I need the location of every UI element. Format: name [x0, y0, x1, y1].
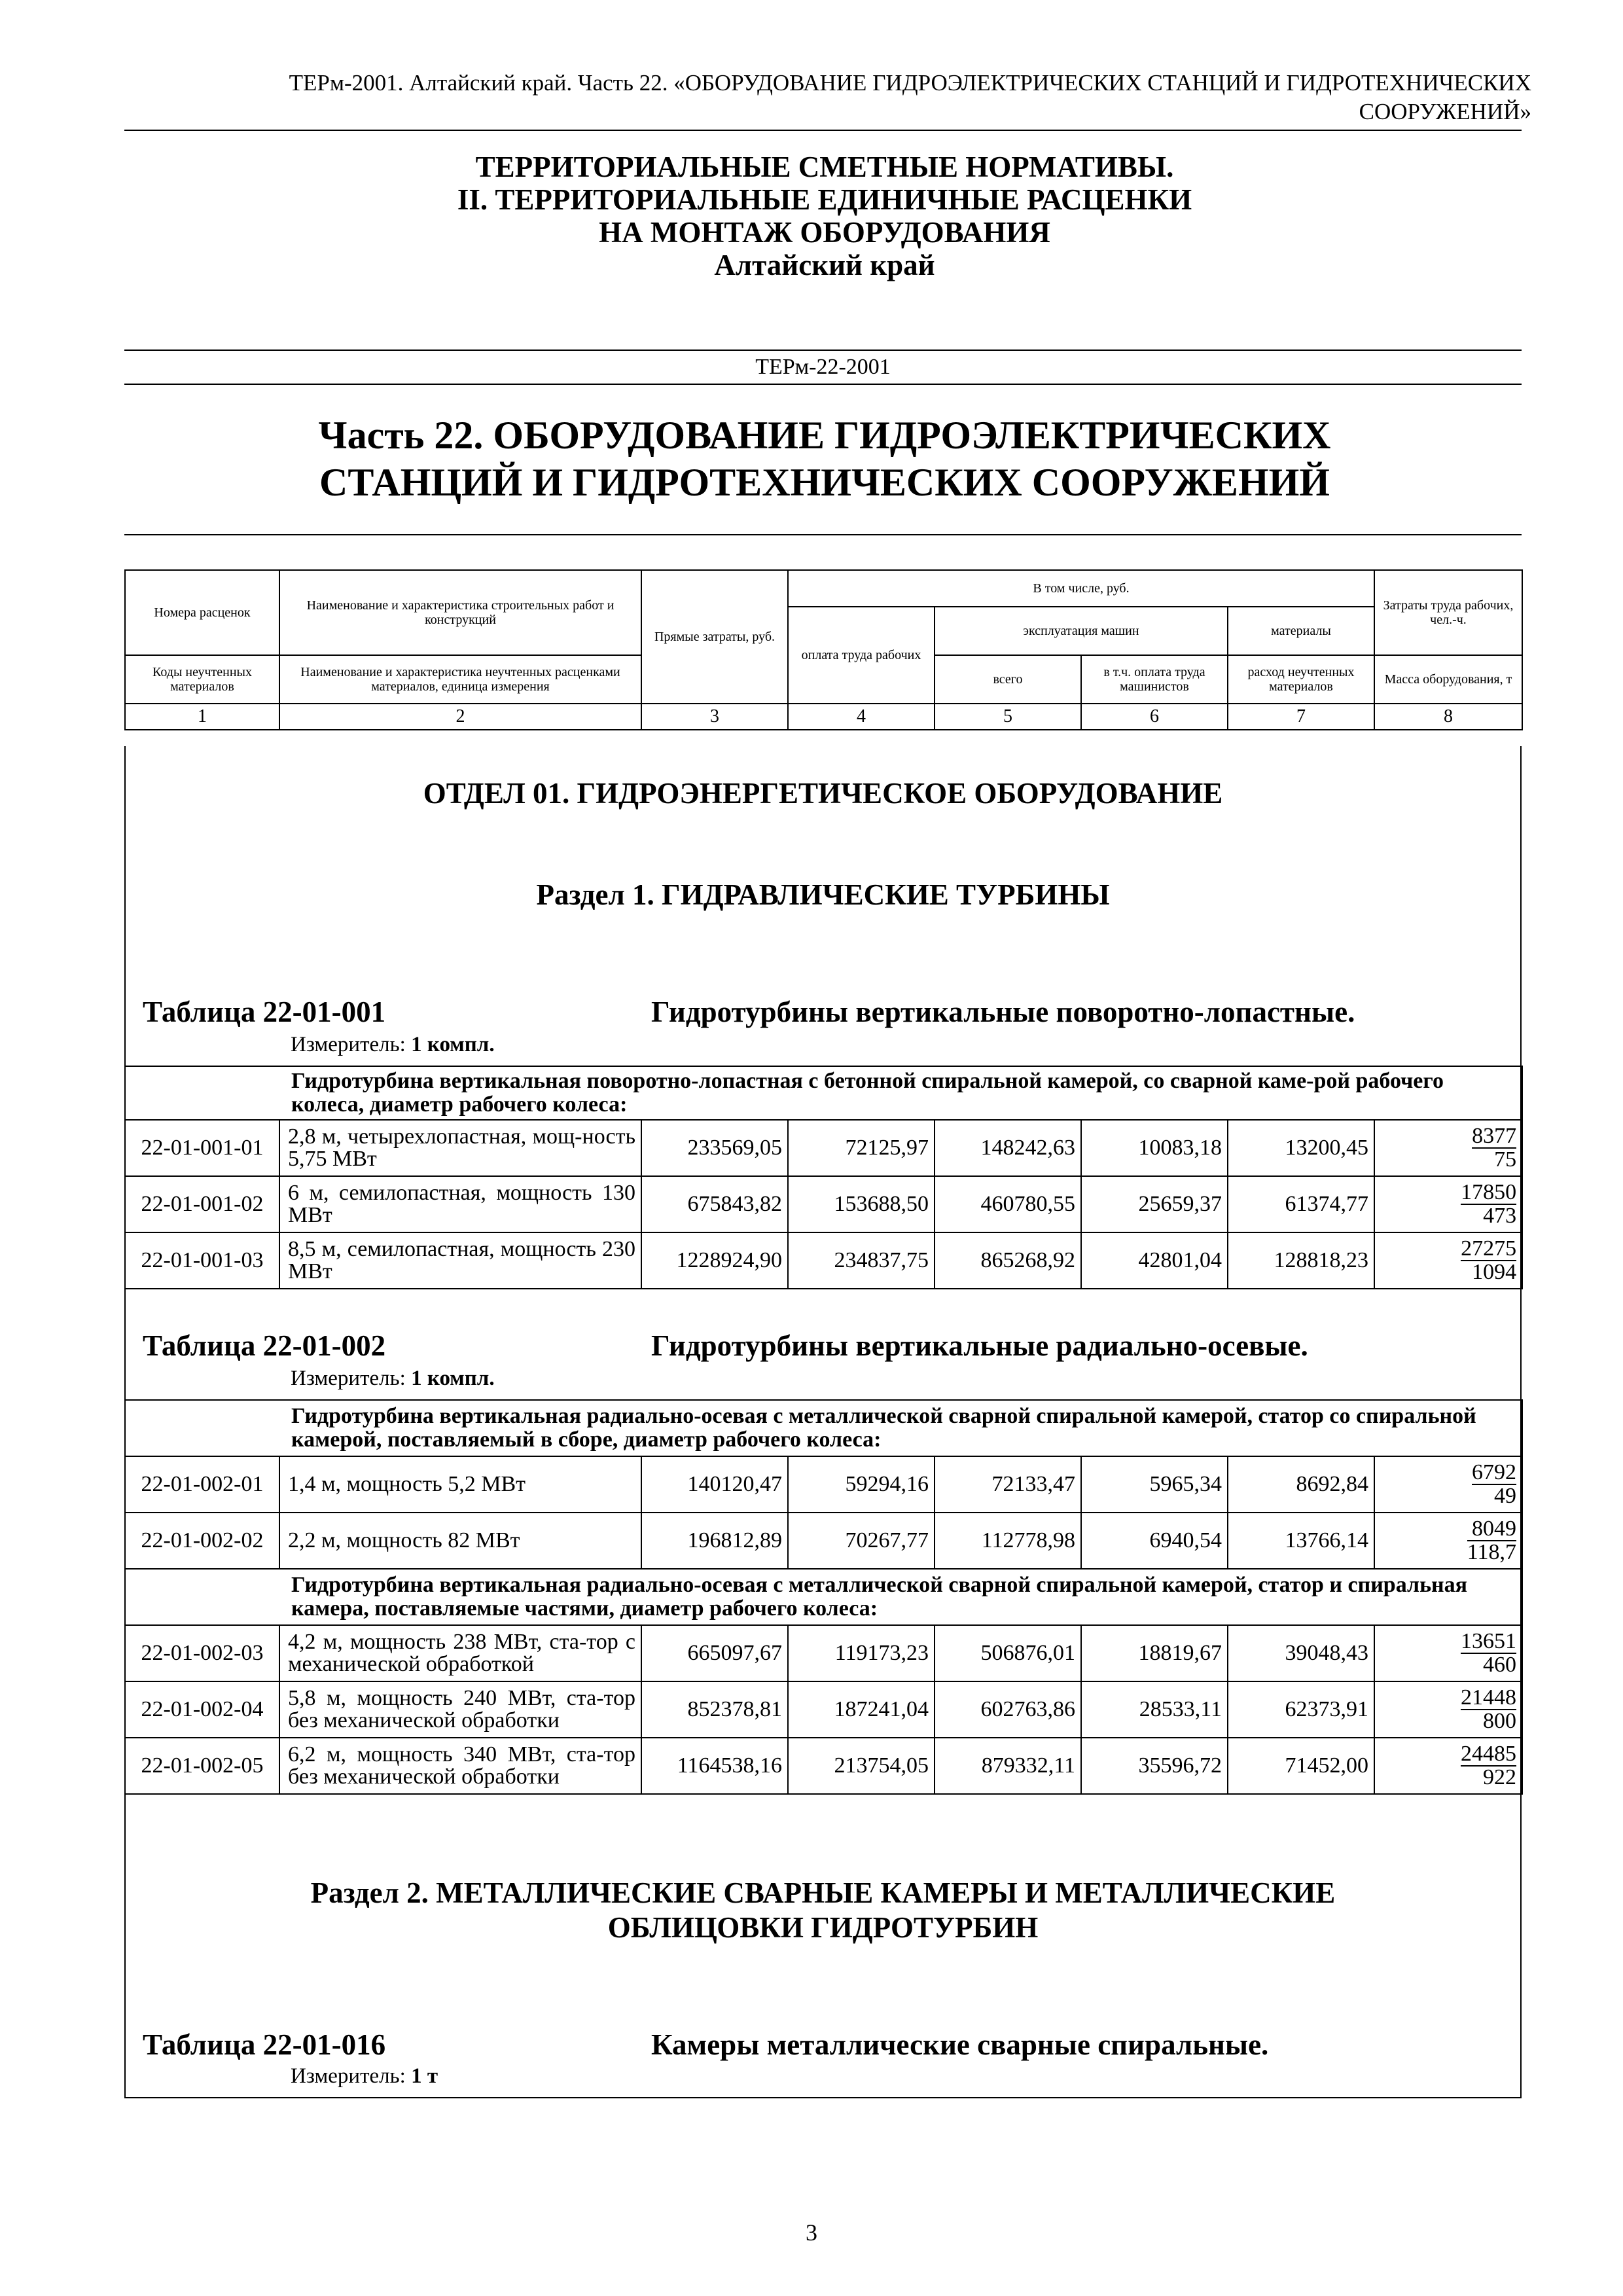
- machinists-pay: 42801,04: [1081, 1232, 1228, 1289]
- col-number-6: 6: [1081, 704, 1228, 730]
- table2-group1-heading: Гидротурбина вертикальная радиально-осевая с металлической сварной спиральной камерой, статор со спиральной камерой, поставляемый в сборе, диаметр рабочего колеса:: [125, 1400, 1522, 1456]
- machinists-pay: 10083,18: [1081, 1120, 1228, 1176]
- labor-hours: 8049: [1467, 1518, 1516, 1541]
- table-row: [125, 1513, 1522, 1569]
- materials: 13766,14: [1228, 1513, 1374, 1569]
- rate-code: 22-01-002-02: [125, 1513, 279, 1569]
- labor-pay: 153688,50: [788, 1176, 935, 1232]
- materials: 71452,00: [1228, 1738, 1374, 1794]
- table-row: [125, 1232, 1522, 1289]
- part-title-line2: СТАНЦИЙ И ГИДРОТЕХНИЧЕСКИХ СООРУЖЕНИЙ: [319, 461, 1330, 504]
- col-number-4: 4: [788, 704, 935, 730]
- table2-rows: [124, 1399, 1523, 1795]
- direct-costs: 1228924,90: [641, 1232, 788, 1289]
- section1-title: Раздел 1. ГИДРАВЛИЧЕСКИЕ ТУРБИНЫ: [536, 878, 1110, 911]
- column-header-table: [124, 569, 1523, 730]
- labor-pay: 187241,04: [788, 1681, 935, 1738]
- part-title-rule: [124, 534, 1522, 535]
- machinists-pay: 18819,67: [1081, 1625, 1228, 1681]
- labor-hours: 24485: [1461, 1742, 1517, 1766]
- materials: 62373,91: [1228, 1681, 1374, 1738]
- machines-total: 460780,55: [935, 1176, 1081, 1232]
- table2-name: Гидротурбины вертикальные радиально-осевые.: [651, 1329, 1308, 1362]
- materials-header: материалы: [1228, 607, 1374, 655]
- labor-mass: [1374, 1625, 1522, 1681]
- rate-code: 22-01-001-03: [125, 1232, 279, 1289]
- equipment-mass: 800: [1483, 1709, 1517, 1733]
- col-number-3: 3: [641, 704, 788, 730]
- table2-group2-heading: Гидротурбина вертикальная радиально-осевая с металлической сварной спиральной камерой, статор и спиральная камера, поставляемые частями, диаметр рабочего колеса:: [125, 1569, 1522, 1625]
- doc-code: ТЕРм-22-2001: [755, 355, 891, 379]
- direct-costs: 665097,67: [641, 1625, 788, 1681]
- materials: 39048,43: [1228, 1625, 1374, 1681]
- header-rule: [124, 130, 1522, 131]
- direct-costs: 196812,89: [641, 1513, 788, 1569]
- department-title: ОТДЕЛ 01. ГИДРОЭНЕРГЕТИЧЕСКОЕ ОБОРУДОВАНИЕ: [423, 777, 1223, 810]
- direct-costs: 675843,82: [641, 1176, 788, 1232]
- col5-header: всего: [935, 655, 1081, 704]
- machinists-pay: 5965,34: [1081, 1456, 1228, 1513]
- equipment-mass: 922: [1483, 1765, 1517, 1789]
- labor-hours: 13651: [1461, 1629, 1517, 1653]
- machinists-pay: 28533,11: [1081, 1681, 1228, 1738]
- rate-code: 22-01-001-02: [125, 1176, 279, 1232]
- labor-pay: 72125,97: [788, 1120, 935, 1176]
- table2-code: Таблица 22-01-002: [143, 1329, 386, 1362]
- main-title-line3: НА МОНТАЖ ОБОРУДОВАНИЯ: [599, 216, 1050, 249]
- running-header-line1: ТЕРм-2001. Алтайский край. Часть 22. «ОБОРУДОВАНИЕ ГИДРОЭЛЕКТРИЧЕСКИХ СТАНЦИЙ И ГИДРОТЕХНИЧЕСКИХ: [289, 70, 1531, 96]
- rate-description: 6 м, семилопастная, мощность 130 МВт: [279, 1176, 641, 1232]
- main-title-line1: ТЕРРИТОРИАЛЬНЫЕ СМЕТНЫЕ НОРМАТИВЫ.: [475, 151, 1174, 183]
- rate-code: 22-01-002-05: [125, 1738, 279, 1794]
- section2-title-line1: Раздел 2. МЕТАЛЛИЧЕСКИЕ СВАРНЫЕ КАМЕРЫ И МЕТАЛЛИЧЕСКИЕ: [310, 1876, 1336, 1909]
- table-row: [125, 1681, 1522, 1738]
- labor-pay: 213754,05: [788, 1738, 935, 1794]
- direct-costs: 140120,47: [641, 1456, 788, 1513]
- rate-description: 6,2 м, мощность 340 МВт, ста-тор без механической обработки: [279, 1738, 641, 1794]
- table1-code: Таблица 22-01-001: [143, 996, 386, 1028]
- materials: 128818,23: [1228, 1232, 1374, 1289]
- machines-total: 148242,63: [935, 1120, 1081, 1176]
- rate-code: 22-01-002-01: [125, 1456, 279, 1513]
- materials: 8692,84: [1228, 1456, 1374, 1513]
- direct-costs: 852378,81: [641, 1681, 788, 1738]
- col1-bottom-header: Коды неучтенных материалов: [125, 655, 279, 704]
- col2-top-header: Наименование и характеристика строительных работ и конструкций: [279, 570, 641, 655]
- doc-code-top-rule: [124, 350, 1522, 351]
- labor-pay: 59294,16: [788, 1456, 935, 1513]
- rate-description: 4,2 м, мощность 238 МВт, ста-тор с механической обработкой: [279, 1625, 641, 1681]
- table-row: [125, 1176, 1522, 1232]
- col-number-2: 2: [279, 704, 641, 730]
- col2-bottom-header: Наименование и характеристика неучтенных расценками материалов, единица измерения: [279, 655, 641, 704]
- labor-mass: [1374, 1513, 1522, 1569]
- col-number-5: 5: [935, 704, 1081, 730]
- equipment-mass: 1094: [1472, 1260, 1517, 1284]
- col8-bottom-header: Масса оборудования, т: [1374, 655, 1522, 704]
- equipment-mass: 75: [1494, 1147, 1517, 1172]
- machines-total: 865268,92: [935, 1232, 1081, 1289]
- machines-total: 602763,86: [935, 1681, 1081, 1738]
- main-title-line4: Алтайский край: [714, 249, 935, 281]
- labor-mass: [1374, 1456, 1522, 1513]
- col7-header: расход неучтенных материалов: [1228, 655, 1374, 704]
- col-number-8: 8: [1374, 704, 1522, 730]
- rate-description: 5,8 м, мощность 240 МВт, ста-тор без механической обработки: [279, 1681, 641, 1738]
- running-header-line2: СООРУЖЕНИЙ»: [1359, 99, 1531, 124]
- labor-mass: [1374, 1738, 1522, 1794]
- col-number-7: 7: [1228, 704, 1374, 730]
- machines-total: 879332,11: [935, 1738, 1081, 1794]
- materials: 61374,77: [1228, 1176, 1374, 1232]
- table3-code: Таблица 22-01-016: [143, 2028, 386, 2061]
- labor-pay: 119173,23: [788, 1625, 935, 1681]
- machinists-pay: 6940,54: [1081, 1513, 1228, 1569]
- labor-hours: 21448: [1461, 1685, 1517, 1710]
- rate-code: 22-01-002-03: [125, 1625, 279, 1681]
- direct-costs: 1164538,16: [641, 1738, 788, 1794]
- table-row: [125, 1456, 1522, 1513]
- rate-description: 8,5 м, семилопастная, мощность 230 МВт: [279, 1232, 641, 1289]
- table1-rows: [124, 1066, 1523, 1289]
- col8-top-header: Затраты труда рабочих, чел.-ч.: [1374, 570, 1522, 655]
- rate-description: 2,8 м, четырехлопастная, мощ-ность 5,75 МВт: [279, 1120, 641, 1176]
- table-row: [125, 1738, 1522, 1794]
- col4-header: оплата труда рабочих: [788, 607, 935, 704]
- rate-description: 2,2 м, мощность 82 МВт: [279, 1513, 641, 1569]
- machines-total: 72133,47: [935, 1456, 1081, 1513]
- table-row: [125, 1625, 1522, 1681]
- table-row: [125, 1120, 1522, 1176]
- labor-hours: 17850: [1461, 1180, 1517, 1204]
- table1-name: Гидротурбины вертикальные поворотно-лопастные.: [651, 996, 1355, 1028]
- labor-mass: [1374, 1176, 1522, 1232]
- machines-total: 506876,01: [935, 1625, 1081, 1681]
- incl-header: В том числе, руб.: [788, 570, 1374, 607]
- labor-mass: [1374, 1681, 1522, 1738]
- table1-unit: Измеритель: 1 компл.: [291, 1033, 495, 1056]
- table3-unit: Измеритель: 1 т: [291, 2064, 438, 2088]
- labor-pay: 70267,77: [788, 1513, 935, 1569]
- machines-total: 112778,98: [935, 1513, 1081, 1569]
- machinists-pay: 25659,37: [1081, 1176, 1228, 1232]
- col-number-1: 1: [125, 704, 279, 730]
- table3-name: Камеры металлические сварные спиральные.: [651, 2028, 1269, 2061]
- materials: 13200,45: [1228, 1120, 1374, 1176]
- machines-header: эксплуатация машин: [935, 607, 1228, 655]
- labor-hours: 27275: [1461, 1236, 1517, 1261]
- equipment-mass: 460: [1483, 1653, 1517, 1677]
- doc-code-bottom-rule: [124, 384, 1522, 385]
- col6-header: в т.ч. оплата труда машинистов: [1081, 655, 1228, 704]
- equipment-mass: 473: [1483, 1204, 1517, 1228]
- direct-costs: 233569,05: [641, 1120, 788, 1176]
- rate-code: 22-01-001-01: [125, 1120, 279, 1176]
- main-title-line2: II. ТЕРРИТОРИАЛЬНЫЕ ЕДИНИЧНЫЕ РАСЦЕНКИ: [457, 183, 1192, 216]
- equipment-mass: 118,7: [1467, 1540, 1517, 1564]
- part-title-line1: Часть 22. ОБОРУДОВАНИЕ ГИДРОЭЛЕКТРИЧЕСКИХ: [318, 414, 1331, 457]
- section2-title-line2: ОБЛИЦОВКИ ГИДРОТУРБИН: [607, 1911, 1039, 1944]
- equipment-mass: 49: [1494, 1484, 1517, 1508]
- table1-group-heading: Гидротурбина вертикальная поворотно-лопастная с бетонной спиральной камерой, со сварной каме-рой рабочего колеса, диаметр рабочего колеса:: [125, 1066, 1522, 1120]
- labor-hours: 8377: [1472, 1124, 1517, 1148]
- rate-description: 1,4 м, мощность 5,2 МВт: [279, 1456, 641, 1513]
- labor-pay: 234837,75: [788, 1232, 935, 1289]
- col3-header: Прямые затраты, руб.: [641, 570, 788, 704]
- labor-hours: 6792: [1472, 1460, 1517, 1484]
- labor-mass: [1374, 1120, 1522, 1176]
- machinists-pay: 35596,72: [1081, 1738, 1228, 1794]
- col1-top-header: Номера расценок: [125, 570, 279, 655]
- table2-unit: Измеритель: 1 компл.: [291, 1367, 495, 1390]
- page-number: 3: [806, 2219, 817, 2246]
- labor-mass: [1374, 1232, 1522, 1289]
- rate-code: 22-01-002-04: [125, 1681, 279, 1738]
